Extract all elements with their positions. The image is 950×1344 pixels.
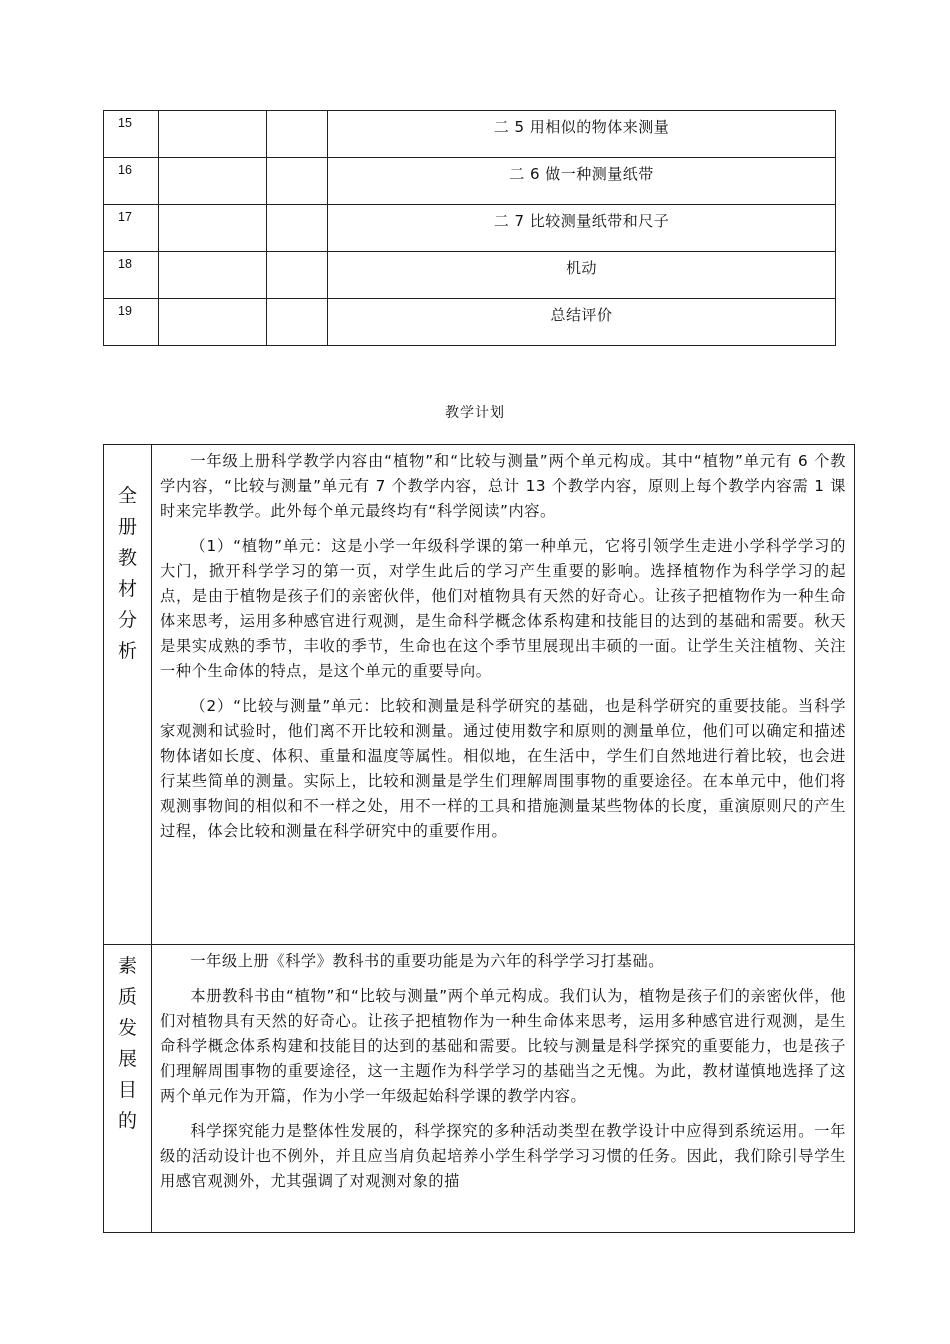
table-row — [104, 111, 836, 158]
lesson-content: 二 7 比较测量纸带和尺子 — [328, 205, 836, 252]
paragraph: 科学探究能力是整体性发展的，科学探究的多种活动类型在教学设计中应得到系统运用。一年级的活动设计也不例外，并且应当肩负起培养小学生科学学习习惯的任务。因此，我们除引导学生用感官观测外，尤其强调了对观测对象的描 — [160, 1122, 846, 1190]
week-number: 19 — [104, 299, 159, 346]
empty-cell — [159, 252, 267, 299]
empty-cell — [267, 158, 328, 205]
lesson-content: 总结评价 — [328, 299, 836, 346]
row-label-goals: 素 质 发 展 目 的 — [104, 945, 152, 1233]
empty-cell — [159, 158, 267, 205]
table-row — [104, 252, 836, 299]
paragraph: 一年级上册《科学》教科书的重要功能是为六年的科学学习打基础。 — [190, 952, 665, 970]
row-label-analysis: 全 册 教 材 分 析 — [104, 445, 152, 945]
plan-table — [103, 444, 855, 1233]
empty-cell — [159, 111, 267, 158]
empty-cell — [267, 252, 328, 299]
schedule-table — [103, 110, 836, 346]
empty-cell — [267, 111, 328, 158]
empty-cell — [159, 299, 267, 346]
week-number: 18 — [104, 252, 159, 299]
empty-cell — [267, 299, 328, 346]
table-row — [104, 205, 836, 252]
week-number: 17 — [104, 205, 159, 252]
empty-cell — [159, 205, 267, 252]
section-title: 教学计划 — [445, 405, 505, 421]
analysis-text — [152, 445, 855, 945]
week-number: 15 — [104, 111, 159, 158]
table-row — [104, 445, 855, 945]
week-number: 16 — [104, 158, 159, 205]
paragraph: （2）“比较与测量”单元：比较和测量是科学研究的基础，也是科学研究的重要技能。当科学家观测和试验时，他们离不开比较和测量。通过使用数字和原则的测量单位，他们可以确定和描述物体诸如长度、体积、重量和温度等属性。相似地，在生活中，学生们自然地进行着比较，也会进行某些简单的测量。实际上，比较和测量是学生们理解周围事物的重要途径。在本单元中，他们将观测事物间的相似和不一样之处，用不一样的工具和措施测量某些物体的长度，重演原则尺的产生过程，体会比较和测量在科学研究中的重要作用。 — [160, 697, 846, 840]
table-row — [104, 945, 855, 1233]
table-row — [104, 158, 836, 205]
table-row — [104, 299, 836, 346]
lesson-content: 二 6 做一种测量纸带 — [328, 158, 836, 205]
empty-cell — [267, 205, 328, 252]
paragraph: 一年级上册科学教学内容由“植物”和“比较与测量”两个单元构成。其中“植物”单元有 6 个教学内容，“比较与测量”单元有 7 个教学内容，总计 13 个教学内容，原则上每个教学内容需 1 课时来完毕教学。此外每个单元最终均有“科学阅读”内容。 — [160, 452, 846, 520]
lesson-content: 机动 — [328, 252, 836, 299]
paragraph: 本册教科书由“植物”和“比较与测量”两个单元构成。我们认为，植物是孩子们的亲密伙伴，他们对植物具有天然的好奇心。让孩子把植物作为一种生命体来思考，运用多种感官进行观测，是生命科学概念体系构建和技能目的达到的基础和需要。比较与测量是科学探究的重要能力，也是孩子们理解周围事物的重要途径，这一主题作为科学学习的基础当之无愧。为此，教材谨慎地选择了这两个单元作为开篇，作为小学一年级起始科学课的教学内容。 — [160, 987, 846, 1105]
goals-text — [152, 945, 855, 1233]
paragraph: （1）“植物”单元：这是小学一年级科学课的第一种单元，它将引领学生走进小学科学学习的大门，掀开科学学习的第一页，对学生此后的学习产生重要的影响。选择植物作为科学学习的起点，是由于植物是孩子们的亲密伙伴，他们对植物具有天然的好奇心。让孩子把植物作为一种生命体来思考，运用多种感官进行观测，是生命科学概念体系构建和技能目的达到的基础和需要。秋天是果实成熟的季节，丰收的季节，生命也在这个季节里展现出丰硕的一面。让学生关注植物、关注一种个生命体的特点，是这个单元的重要导向。 — [160, 537, 846, 680]
lesson-content: 二 5 用相似的物体来测量 — [328, 111, 836, 158]
